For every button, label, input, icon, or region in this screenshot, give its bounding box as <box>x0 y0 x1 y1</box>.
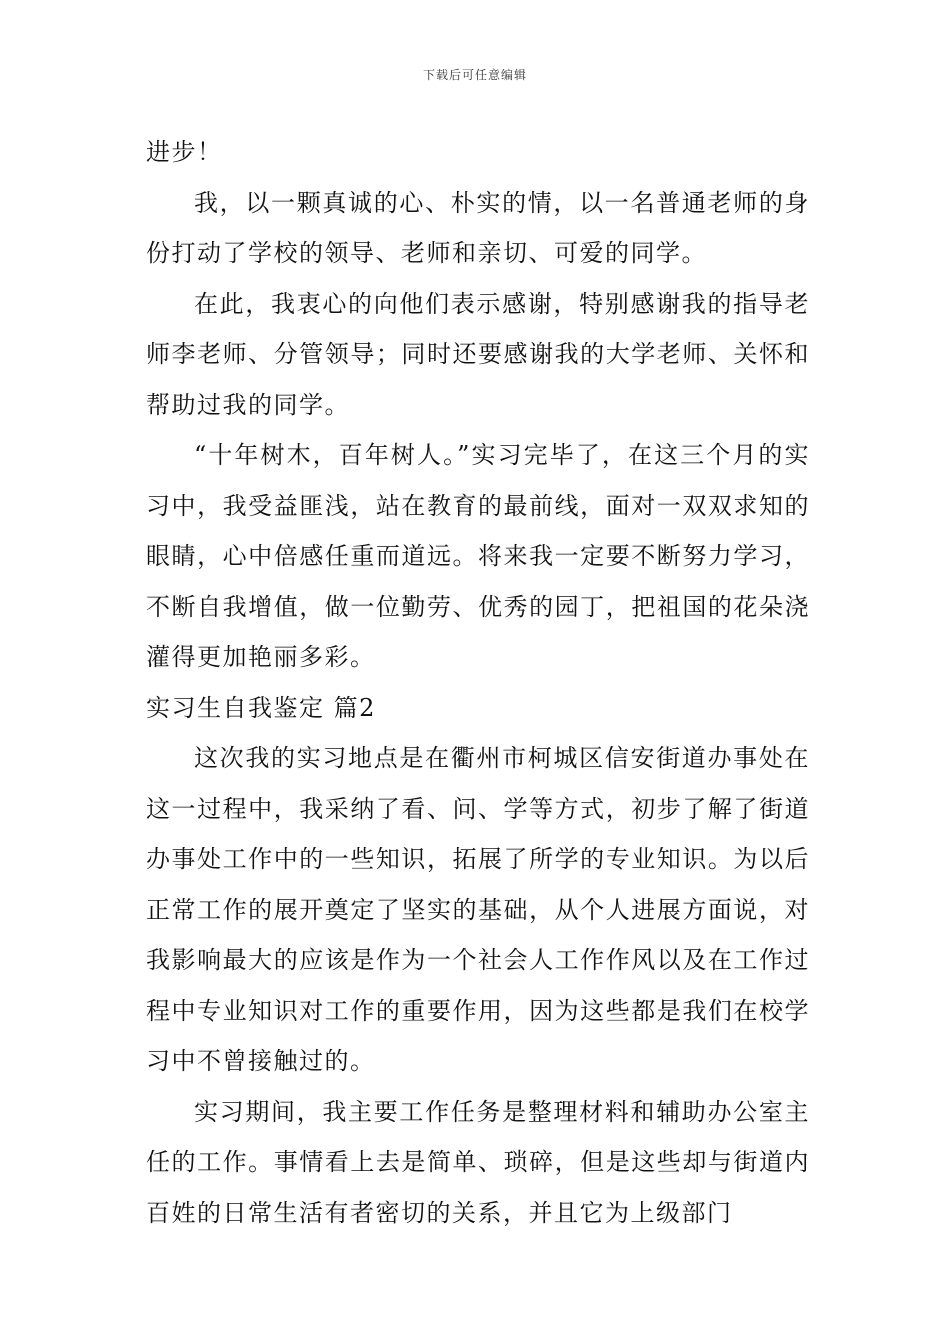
paragraph: “十年树木，百年树人。”实习完毕了，在这三个月的实习中，我受益匪浅，站在教育的最前线，面对一双双求知的眼睛，心中倍感任重而道远。将来我一定要不断努力学习，不断自我增值，做一位勤劳、优秀的园丁，把祖国的花朵浇灌得更加艳丽多彩。 <box>146 441 810 671</box>
paragraph: 这次我的实习地点是在衢州市柯城区信安街道办事处在这一过程中，我采纳了看、问、学等方式，初步了解了街道办事处工作中的一些知识，拓展了所学的专业知识。为以后正常工作的展开奠定了坚实的基础，从个人进展方面说，对我影响最大的应该是作为一个社会人工作作风以及在工作过程中专业知识对工作的重要作用，因为这些都是我们在校学习中不曾接触过的。 <box>146 744 810 1075</box>
paragraph: 在此，我衷心的向他们表示感谢，特别感谢我的指导老师李老师、分管领导；同时还要感谢我的大学老师、关怀和帮助过我的同学。 <box>146 289 810 419</box>
paragraph: 实习期间，我主要工作任务是整理材料和辅助办公室主任的工作。事情看上去是简单、琐碎，但是这些却与街道内百姓的日常生活有者密切的关系，并且它为上级部门 <box>146 1097 810 1227</box>
page-header: 下载后可任意编辑 <box>422 68 527 82</box>
section-title: 实习生自我鉴定 篇2 <box>146 693 376 722</box>
paragraph: 我，以一颗真诚的心、朴实的情，以一名普通老师的身份打动了学校的领导、老师和亲切、可爱的同学。 <box>146 188 810 267</box>
paragraph-continuation: 进步！ <box>146 138 223 166</box>
document-body <box>146 127 810 1238</box>
